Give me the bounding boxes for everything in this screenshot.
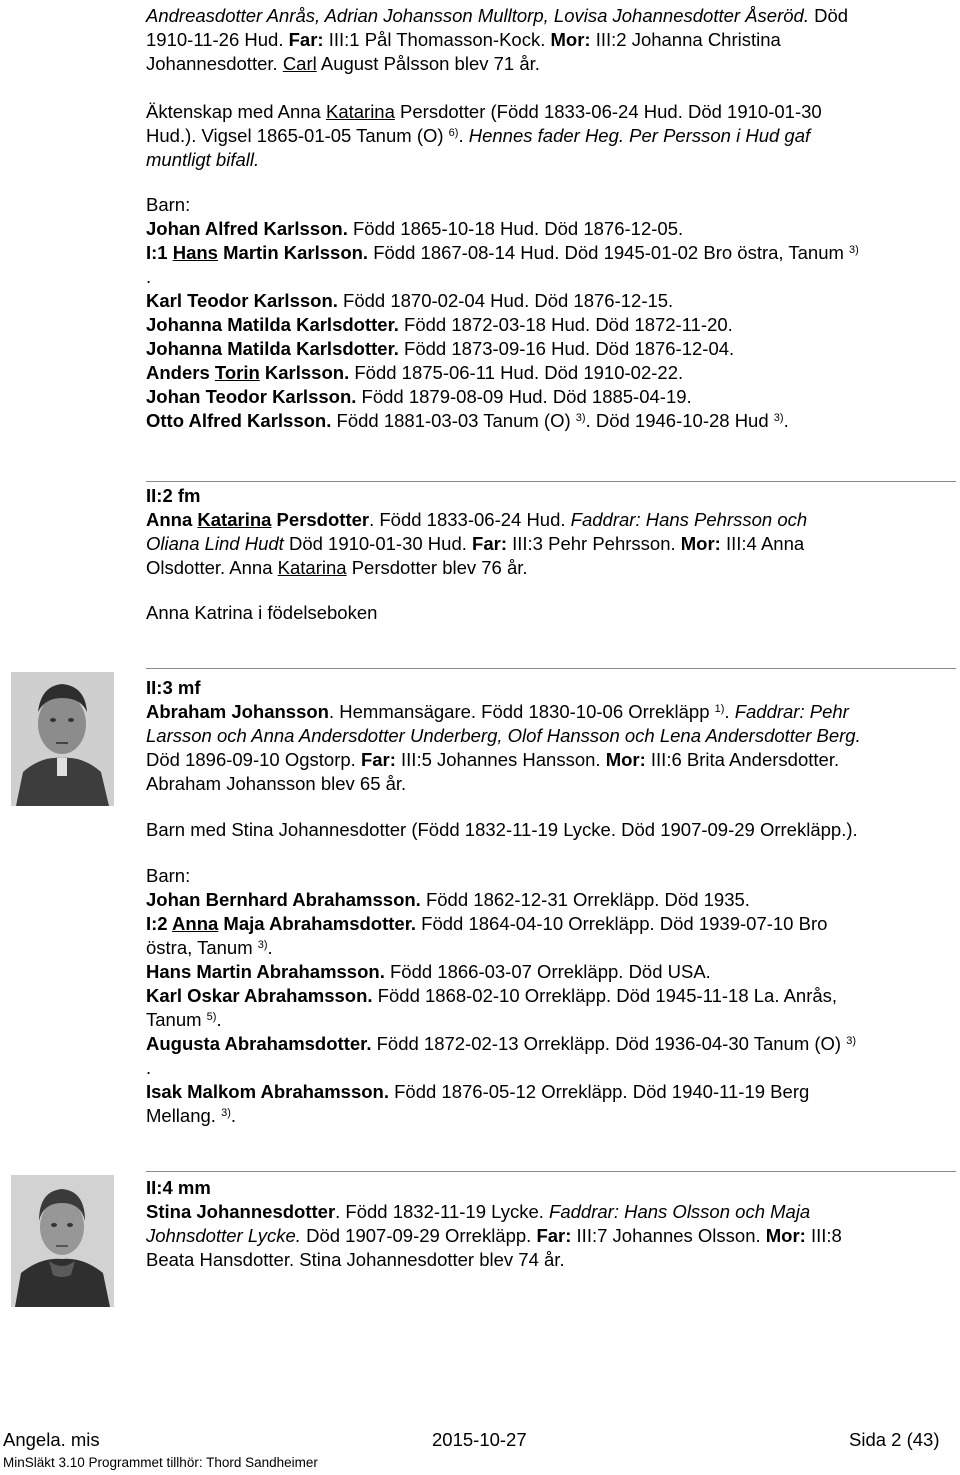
section-heading: II:2 fm: [146, 485, 201, 506]
list-item: [146, 960, 946, 984]
list-item: [146, 361, 946, 385]
child-details: östra, Tanum: [146, 937, 258, 958]
child-details: . Död 1946-10-28 Hud: [585, 410, 774, 431]
mor-label: Mor:: [605, 749, 646, 770]
child-name-prefix: Anders: [146, 362, 215, 383]
child-ref: I:2: [146, 913, 173, 934]
mother: III:6 Brita Andersdotter.: [645, 749, 840, 770]
child-name: Karlsson.: [259, 362, 350, 383]
section-heading: II:4 mm: [146, 1177, 211, 1198]
list-item: [146, 409, 946, 433]
age-note: Persdotter blev 76 år.: [346, 557, 528, 578]
child-ref: I:1: [146, 242, 173, 263]
portrait-photo-stina: [11, 1175, 114, 1307]
marriage-note: Hennes fader Heg. Per Persson i Hud gaf: [468, 125, 811, 146]
child-details: Född 1876-05-12 Orrekläpp. Död 1940-11-19 Berg: [388, 1081, 810, 1102]
children-list-1: [146, 193, 946, 433]
child-details: Född 1864-04-10 Orrekläpp. Död 1939-07-10 Bro: [416, 913, 828, 934]
top-line2-c: III:2 Johanna Christina: [590, 29, 781, 50]
marriage-d: .: [458, 125, 469, 146]
carl-link[interactable]: Carl: [282, 53, 317, 74]
child-name: Otto Alfred Karlsson.: [146, 410, 332, 431]
portrait-image: [11, 672, 114, 806]
marriage-a: Äktenskap med Anna: [146, 101, 326, 122]
death-info: Död 1910-01-30 Hud.: [283, 533, 473, 554]
child-details: Född 1865-10-18 Hud. Död 1876-12-05.: [347, 218, 684, 239]
person-name: Abraham Johansson: [146, 701, 329, 722]
birth-info: . Född 1832-11-19 Lycke.: [335, 1201, 550, 1222]
barn-label: Barn:: [146, 865, 191, 886]
list-item: [146, 1032, 946, 1056]
godparents: Johnsdotter Lycke.: [146, 1225, 301, 1246]
list-item-cont: .: [146, 266, 152, 287]
child-details: .: [216, 1009, 222, 1030]
child-name: Martin Karlsson.: [217, 242, 369, 263]
child-details: Tanum: [146, 1009, 207, 1030]
child-link[interactable]: Hans: [172, 242, 218, 263]
top-line2-a: 1910-11-26 Hud.: [146, 29, 289, 50]
child-name: Hans Martin Abrahamsson.: [146, 961, 385, 982]
list-item: [146, 385, 946, 409]
child-name: Karl Oskar Abrahamsson.: [146, 985, 373, 1006]
footnote-ref: 3): [846, 1035, 857, 1047]
marriage-paragraph: [146, 100, 946, 172]
birth-info: .: [724, 701, 735, 722]
person-name: Stina Johannesdotter: [146, 1201, 336, 1222]
list-item: [146, 217, 946, 241]
father: III:5 Johannes Hansson.: [395, 749, 606, 770]
godparents: Faddrar: Hans Pehrsson och: [570, 509, 808, 530]
child-details: .: [783, 410, 789, 431]
person-link[interactable]: Katarina: [197, 509, 272, 530]
child-name: Johanna Matilda Karlsdotter.: [146, 338, 399, 359]
birth-info: . Hemmansägare. Född 1830-10-06 Orrekläpp: [329, 701, 715, 722]
marriage-note-2: muntligt bifall.: [146, 149, 260, 170]
person-name: Persdotter: [271, 509, 370, 530]
footnote-ref: 3): [257, 939, 268, 951]
list-item: [146, 241, 946, 265]
section-divider: [146, 1171, 956, 1172]
child-details: Född 1879-08-09 Hud. Död 1885-04-19.: [356, 386, 692, 407]
child-details: Född 1867-08-14 Hud. Död 1945-01-02 Bro östra, Tanum: [368, 242, 850, 263]
child-details: Född 1868-02-10 Orrekläpp. Död 1945-11-18 La. Anrås,: [372, 985, 838, 1006]
marriage-c: Hud.). Vigsel 1865-01-05 Tanum (O): [146, 125, 449, 146]
child-name: Isak Malkom Abrahamsson.: [146, 1081, 389, 1102]
section-divider: [146, 668, 956, 669]
top-line3-b: August Pålsson blev 71 år.: [316, 53, 540, 74]
mother: III:8: [805, 1225, 842, 1246]
child-name: Karl Teodor Karlsson.: [146, 290, 338, 311]
death-info: Död 1907-09-29 Orrekläpp.: [300, 1225, 537, 1246]
child-name: Johan Teodor Karlsson.: [146, 386, 357, 407]
child-details: Född 1873-09-16 Hud. Död 1876-12-04.: [398, 338, 735, 359]
footnote-ref: 1): [714, 703, 725, 715]
footnote-ref: 3): [773, 412, 784, 424]
list-item-cont: [146, 1104, 946, 1128]
father: III:7 Johannes Olsson.: [571, 1225, 766, 1246]
mor-label: Mor:: [765, 1225, 806, 1246]
top-paragraph: [146, 4, 946, 76]
age-note: Olsdotter. Anna: [146, 557, 278, 578]
section-ii2: [146, 484, 946, 625]
footnote-ref: 3): [221, 1107, 231, 1119]
child-link[interactable]: Torin: [214, 362, 260, 383]
marriage-b: Persdotter (Född 1833-06-24 Hud. Död 1910-01-30: [394, 101, 822, 122]
top-line2-b: III:1 Pål Thomasson-Kock.: [323, 29, 551, 50]
source-note: Anna Katrina i födelseboken: [146, 602, 378, 623]
footer-date: 2015-10-27: [432, 1429, 527, 1450]
list-item: [146, 888, 946, 912]
section-ii4: [146, 1176, 946, 1272]
list-item-cont: [146, 936, 946, 960]
godparents: Faddrar: Pehr: [734, 701, 849, 722]
far-label: Far:: [536, 1225, 572, 1246]
list-item-cont: [146, 1008, 946, 1032]
death-info: Död 1896-09-10 Ogstorp.: [146, 749, 361, 770]
mother: III:4 Anna: [720, 533, 805, 554]
child-name: Augusta Abrahamsdotter.: [146, 1033, 372, 1054]
child-details: Född 1866-03-07 Orrekläpp. Död USA.: [384, 961, 711, 982]
godparents: Oliana Lind Hudt: [146, 533, 284, 554]
list-item: [146, 337, 946, 361]
far-label: Far:: [360, 749, 396, 770]
footnote-ref: 3): [575, 412, 586, 424]
person-name: Anna: [146, 509, 198, 530]
section-divider: [146, 481, 956, 482]
top-line1-tail: Död: [808, 5, 849, 26]
child-details: Född 1875-06-11 Hud. Död 1910-02-22.: [349, 362, 684, 383]
child-link[interactable]: Anna: [172, 913, 219, 934]
list-item: [146, 984, 946, 1008]
age-note: Beata Hansdotter. Stina Johannesdotter blev 74 år.: [146, 1249, 565, 1270]
child-details: Mellang.: [146, 1105, 222, 1126]
child-details: .: [267, 937, 273, 958]
child-name: Johan Alfred Karlsson.: [146, 218, 348, 239]
child-details: .: [230, 1105, 236, 1126]
footnote-ref: 5): [206, 1011, 217, 1023]
katarina-link[interactable]: Katarina: [325, 101, 395, 122]
birth-info: . Född 1833-06-24 Hud.: [369, 509, 571, 530]
list-item: [146, 1080, 946, 1104]
far-label: Far:: [472, 533, 507, 554]
child-details: Född 1870-02-04 Hud. Död 1876-12-15.: [337, 290, 674, 311]
godparents: Faddrar: Hans Olsson och Maja: [549, 1201, 811, 1222]
footer-program: MinSläkt 3.10 Programmet tillhör: Thord Sandheimer: [3, 1455, 318, 1470]
footnote-ref: 6): [448, 127, 459, 139]
list-item-cont: .: [146, 1057, 152, 1078]
child-details: Född 1862-12-31 Orrekläpp. Död 1935.: [420, 889, 750, 910]
far-label: Far:: [288, 29, 324, 50]
list-item: [146, 912, 946, 936]
father: III:3 Pehr Pehrsson.: [506, 533, 681, 554]
child-details: Född 1872-03-18 Hud. Död 1872-11-20.: [398, 314, 733, 335]
section-heading: II:3 mf: [146, 677, 201, 698]
barn-label: Barn:: [146, 194, 191, 215]
age-note: Abraham Johansson blev 65 år.: [146, 773, 407, 794]
top-line3-a: Johannesdotter.: [146, 53, 283, 74]
person-link[interactable]: Katarina: [277, 557, 347, 578]
footnote-ref: 3): [849, 244, 859, 256]
list-item: [146, 313, 946, 337]
portrait-image: [11, 1175, 114, 1307]
mor-label: Mor:: [680, 533, 721, 554]
top-line1-italic: Andreasdotter Anrås, Adrian Johansson Mulltorp, Lovisa Johannesdotter Åseröd.: [146, 5, 809, 26]
children-with: Barn med Stina Johannesdotter (Född 1832-11-19 Lycke. Död 1907-09-29 Orrekläpp.).: [146, 819, 858, 840]
list-item: [146, 289, 946, 313]
mor-label: Mor:: [550, 29, 591, 50]
footer-filename: Angela. mis: [3, 1429, 100, 1450]
child-name: Johan Bernhard Abrahamsson.: [146, 889, 421, 910]
child-name: Johanna Matilda Karlsdotter.: [146, 314, 399, 335]
godparents: Larsson och Anna Andersdotter Underberg, Olof Hansson och Lena Andersdotter Berg.: [146, 725, 861, 746]
section-ii3: [146, 676, 946, 1128]
child-details: Född 1872-02-13 Orrekläpp. Död 1936-04-30 Tanum (O): [371, 1033, 847, 1054]
footer-page-number: Sida 2 (43): [849, 1429, 940, 1450]
child-details: Född 1881-03-03 Tanum (O): [331, 410, 576, 431]
portrait-photo-abraham: [11, 672, 114, 806]
child-name: Maja Abrahamsdotter.: [218, 913, 417, 934]
